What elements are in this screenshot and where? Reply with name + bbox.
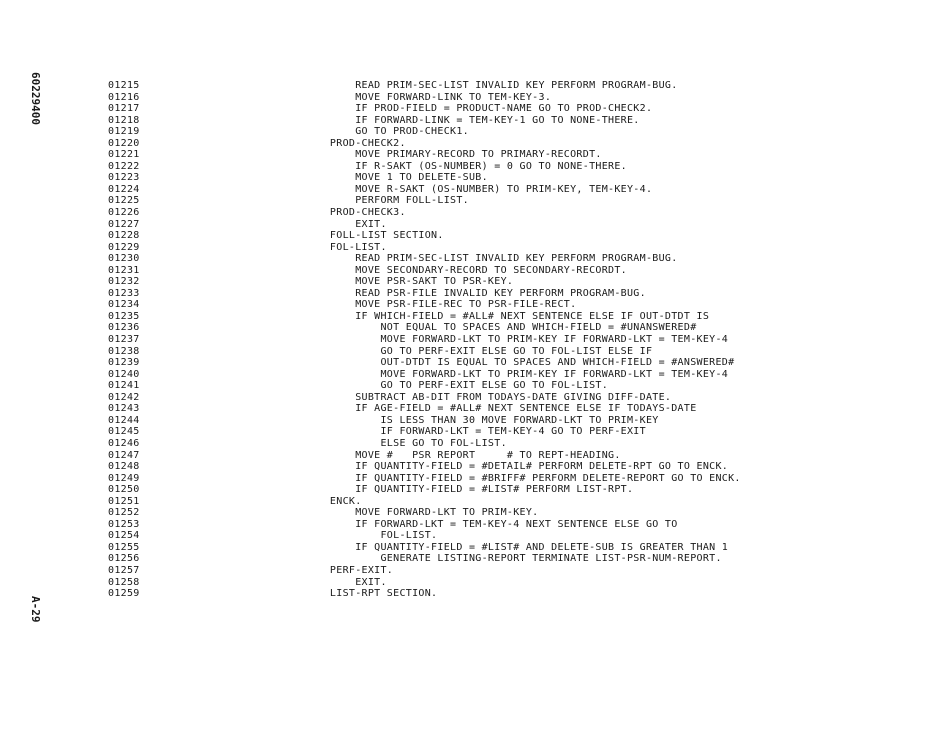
listing-line <box>108 507 741 519</box>
listing-line <box>108 415 741 427</box>
code-text: SUBTRACT AB-DIT FROM TODAYS-DATE GIVING DIFF-DATE. <box>292 391 672 403</box>
code-text: IF QUANTITY-FIELD = #LIST# AND DELETE-SUB IS GREATER THAN 1 <box>292 541 729 553</box>
code-text: IF R-SAKT (OS-NUMBER) = 0 GO TO NONE-THERE. <box>292 160 627 172</box>
code-text: IF QUANTITY-FIELD = #DETAIL# PERFORM DELETE-RPT GO TO ENCK. <box>292 461 729 473</box>
listing-line <box>108 103 741 115</box>
listing-line <box>108 126 741 138</box>
code-text: MOVE PSR-SAKT TO PSR-KEY. <box>292 276 514 288</box>
code-text: MOVE PRIMARY-RECORD TO PRIMARY-RECORDT. <box>292 149 602 161</box>
listing-line <box>108 219 741 231</box>
line-number: 01247 <box>108 449 140 461</box>
listing-line <box>108 276 741 288</box>
line-number: 01245 <box>108 426 140 438</box>
listing-line <box>108 149 741 161</box>
code-text: READ PRIM-SEC-LIST INVALID KEY PERFORM PROGRAM-BUG. <box>292 80 678 91</box>
listing-line <box>108 322 741 334</box>
line-number: 01255 <box>108 541 140 553</box>
listing-line <box>108 346 741 358</box>
line-number: 01230 <box>108 253 140 265</box>
listing-line <box>108 334 741 346</box>
code-text: READ PRIM-SEC-LIST INVALID KEY PERFORM PROGRAM-BUG. <box>292 253 678 265</box>
line-number: 01234 <box>108 299 140 311</box>
line-number: 01226 <box>108 207 140 219</box>
code-text: EXIT. <box>292 218 387 230</box>
listing-line <box>108 496 741 508</box>
code-text: IF QUANTITY-FIELD = #BRIFF# PERFORM DELETE-REPORT GO TO ENCK. <box>292 472 741 484</box>
code-text: GO TO PERF-EXIT ELSE GO TO FOL-LIST. <box>292 380 609 392</box>
line-number: 01215 <box>108 80 140 91</box>
listing-line <box>108 553 741 565</box>
listing-line <box>108 207 741 219</box>
line-number: 01239 <box>108 357 140 369</box>
line-number: 01238 <box>108 345 140 357</box>
line-number: 01257 <box>108 564 140 576</box>
code-text: FOL-LIST. <box>292 530 438 542</box>
code-text: PERF-EXIT. <box>292 564 394 576</box>
listing-line <box>108 242 741 254</box>
code-text: EXIT. <box>292 576 387 588</box>
line-number: 01243 <box>108 403 140 415</box>
line-number: 01258 <box>108 576 140 588</box>
line-number: 01219 <box>108 126 140 138</box>
line-number: 01232 <box>108 276 140 288</box>
listing-line <box>108 172 741 184</box>
listing-line <box>108 92 741 104</box>
line-number: 01216 <box>108 91 140 103</box>
code-text: ENCK. <box>292 495 362 507</box>
line-number: 01220 <box>108 137 140 149</box>
listing-line <box>108 403 741 415</box>
line-number: 01254 <box>108 530 140 542</box>
document-id-stamp: 60229400 <box>29 72 42 125</box>
code-text: GO TO PROD-CHECK1. <box>292 126 469 138</box>
code-text: ELSE GO TO FOL-LIST. <box>292 437 507 449</box>
listing-line <box>108 230 741 242</box>
code-text: MOVE R-SAKT (OS-NUMBER) TO PRIM-KEY, TEM-KEY-4. <box>292 183 653 195</box>
code-text: MOVE # PSR REPORT # TO REPT-HEADING. <box>292 449 621 461</box>
code-text: MOVE FORWARD-LINK TO TEM-KEY-3. <box>292 91 552 103</box>
code-text: IF FORWARD-LKT = TEM-KEY-4 NEXT SENTENCE ELSE GO TO <box>292 518 678 530</box>
listing-line <box>108 565 741 577</box>
code-text: FOL-LIST. <box>292 241 387 253</box>
listing-line <box>108 438 741 450</box>
line-number: 01222 <box>108 160 140 172</box>
listing-line <box>108 588 741 600</box>
code-text: MOVE FORWARD-LKT TO PRIM-KEY IF FORWARD-LKT = TEM-KEY-4 <box>292 334 729 346</box>
line-number: 01223 <box>108 172 140 184</box>
code-text: MOVE PSR-FILE-REC TO PSR-FILE-RECT. <box>292 299 577 311</box>
code-text: IF PROD-FIELD = PRODUCT-NAME GO TO PROD-CHECK2. <box>292 103 653 115</box>
listing-line <box>108 577 741 589</box>
line-number: 01229 <box>108 241 140 253</box>
code-text: OUT-DTDT IS EQUAL TO SPACES AND WHICH-FIELD = #ANSWERED# <box>292 357 735 369</box>
listing-line <box>108 299 741 311</box>
listing-line <box>108 450 741 462</box>
listing-line <box>108 519 741 531</box>
listing-line <box>108 357 741 369</box>
code-text: IF FORWARD-LINK = TEM-KEY-1 GO TO NONE-THERE. <box>292 114 640 126</box>
cobol-listing <box>108 80 741 600</box>
code-text: READ PSR-FILE INVALID KEY PERFORM PROGRAM-BUG. <box>292 287 646 299</box>
code-text: FOLL-LIST SECTION. <box>292 230 444 242</box>
line-number: 01248 <box>108 461 140 473</box>
code-text: PROD-CHECK2. <box>292 137 406 149</box>
listing-line <box>108 484 741 496</box>
line-number: 01242 <box>108 391 140 403</box>
line-number: 01252 <box>108 507 140 519</box>
code-text: MOVE FORWARD-LKT TO PRIM-KEY. <box>292 507 539 519</box>
line-number: 01231 <box>108 264 140 276</box>
line-number: 01259 <box>108 588 140 600</box>
code-text: MOVE 1 TO DELETE-SUB. <box>292 172 488 184</box>
listing-line <box>108 461 741 473</box>
listing-line <box>108 253 741 265</box>
code-text: MOVE FORWARD-LKT TO PRIM-KEY IF FORWARD-LKT = TEM-KEY-4 <box>292 368 729 380</box>
line-number: 01250 <box>108 484 140 496</box>
code-text: GENERATE LISTING-REPORT TERMINATE LIST-PSR-NUM-REPORT. <box>292 553 722 565</box>
code-text: IF FORWARD-LKT = TEM-KEY-4 GO TO PERF-EXIT <box>292 426 646 438</box>
listing-line <box>108 195 741 207</box>
code-text: IS LESS THAN 30 MOVE FORWARD-LKT TO PRIM-KEY <box>292 414 659 426</box>
line-number: 01237 <box>108 334 140 346</box>
listing-line <box>108 369 741 381</box>
listing-line <box>108 530 741 542</box>
line-number: 01225 <box>108 195 140 207</box>
code-text: IF QUANTITY-FIELD = #LIST# PERFORM LIST-RPT. <box>292 484 634 496</box>
line-number: 01233 <box>108 287 140 299</box>
listing-line <box>108 392 741 404</box>
code-text: IF WHICH-FIELD = #ALL# NEXT SENTENCE ELSE IF OUT-DTDT IS <box>292 310 710 322</box>
code-text: MOVE SECONDARY-RECORD TO SECONDARY-RECORDT. <box>292 264 627 276</box>
code-text: NOT EQUAL TO SPACES AND WHICH-FIELD = #UNANSWERED# <box>292 322 697 334</box>
line-number: 01217 <box>108 103 140 115</box>
line-number: 01236 <box>108 322 140 334</box>
line-number: 01228 <box>108 230 140 242</box>
code-text: LIST-RPT SECTION. <box>292 588 438 600</box>
listing-line <box>108 542 741 554</box>
listing-line <box>108 184 741 196</box>
line-number: 01227 <box>108 218 140 230</box>
code-text: PROD-CHECK3. <box>292 207 406 219</box>
listing-line <box>108 426 741 438</box>
listing-line <box>108 115 741 127</box>
listing-line <box>108 138 741 150</box>
listing-line <box>108 380 741 392</box>
line-number: 01221 <box>108 149 140 161</box>
line-number: 01253 <box>108 518 140 530</box>
line-number: 01244 <box>108 414 140 426</box>
code-text: PERFORM FOLL-LIST. <box>292 195 469 207</box>
line-number: 01224 <box>108 183 140 195</box>
line-number: 01240 <box>108 368 140 380</box>
listing-line <box>108 265 741 277</box>
line-number: 01218 <box>108 114 140 126</box>
line-number: 01251 <box>108 495 140 507</box>
listing-line <box>108 80 741 92</box>
listing-line <box>108 161 741 173</box>
listing-line <box>108 311 741 323</box>
listing-line <box>108 473 741 485</box>
page-number: A-29 <box>29 596 42 623</box>
line-number: 01256 <box>108 553 140 565</box>
code-text: IF AGE-FIELD = #ALL# NEXT SENTENCE ELSE IF TODAYS-DATE <box>292 403 697 415</box>
line-number: 01249 <box>108 472 140 484</box>
listing-line <box>108 288 741 300</box>
code-text: GO TO PERF-EXIT ELSE GO TO FOL-LIST ELSE IF <box>292 345 653 357</box>
line-number: 01246 <box>108 437 140 449</box>
line-number: 01235 <box>108 310 140 322</box>
line-number: 01241 <box>108 380 140 392</box>
